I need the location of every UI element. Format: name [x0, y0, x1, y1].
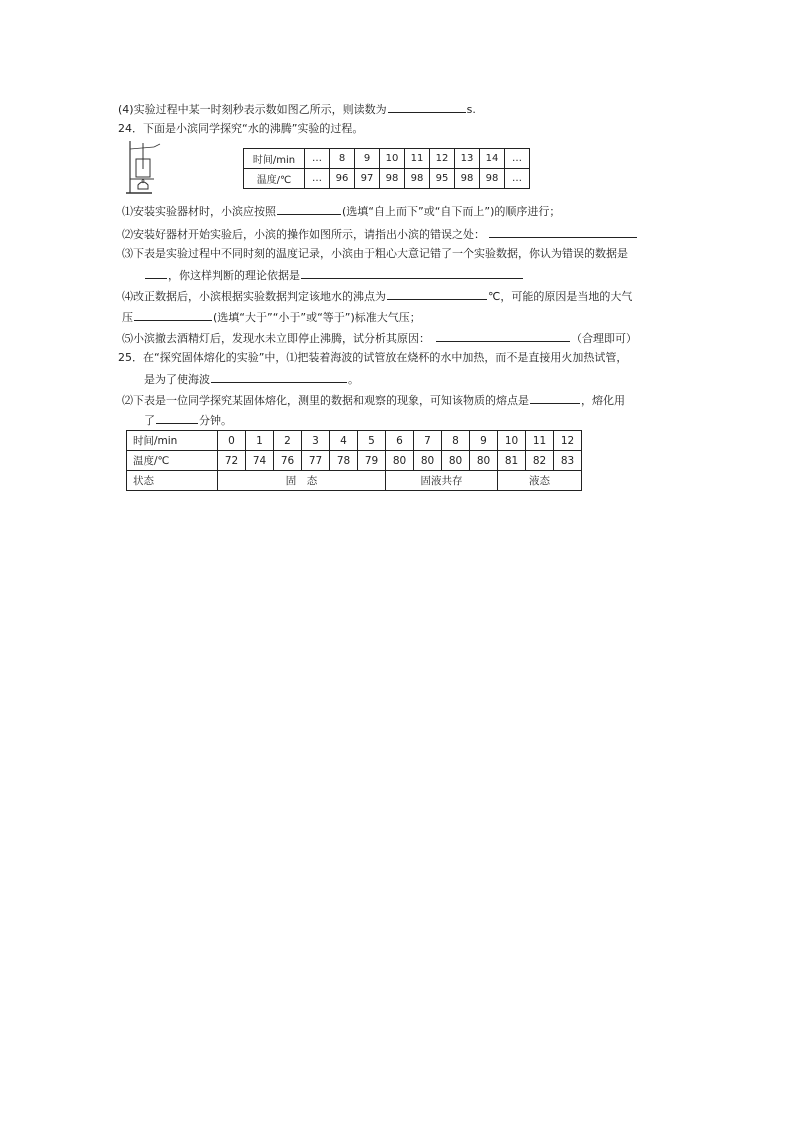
q24-item5	[122, 330, 637, 346]
table-cell: 98	[405, 169, 430, 189]
row-header: 温度/℃	[244, 169, 305, 189]
table-cell: 0	[218, 431, 246, 451]
table-cell: 6	[386, 431, 414, 451]
table-cell: 72	[218, 451, 246, 471]
q24-item4-line1	[122, 288, 632, 304]
table-cell: 80	[414, 451, 442, 471]
q24-item5-note: （合理即可）	[571, 332, 637, 345]
table-cell: …	[505, 149, 530, 169]
table-cell: 1	[246, 431, 274, 451]
q24-item3-line1: ⑶下表是实验过程中不同时刻的温度记录，小滨由于粗心大意记错了一个实验数据，你认为错误的数据是	[122, 247, 628, 260]
table-cell: 80	[386, 451, 414, 471]
q25-item2-text-3: 了	[144, 414, 155, 427]
table-cell: 98	[480, 169, 505, 189]
table-cell: 7	[414, 431, 442, 451]
table-cell: 13	[455, 149, 480, 169]
state-cell-solid: 固 态	[218, 471, 386, 491]
q25-item2-line2	[144, 412, 232, 428]
table-row	[127, 471, 582, 491]
q25-item2-text-2: ，熔化用	[581, 394, 625, 407]
q24-item1	[122, 203, 560, 219]
q24-item3-text: ，你这样判断的理论依据是	[168, 269, 300, 282]
table-cell: 81	[498, 451, 526, 471]
q23-item4-unit: s.	[466, 103, 476, 116]
boiling-data-table	[243, 148, 530, 189]
row-header: 时间/min	[244, 149, 305, 169]
q24-item5-text: ⑸小滨撤去酒精灯后，发现水未立即停止沸腾，试分析其原因：	[122, 332, 430, 345]
table-cell: 83	[554, 451, 582, 471]
table-cell: 10	[498, 431, 526, 451]
table-cell: 2	[274, 431, 302, 451]
q23-item4-text: (4)实验过程中某一时刻秒表示数如图乙所示，则读数为	[118, 103, 387, 116]
table-cell: 12	[554, 431, 582, 451]
q25-item2-line1	[122, 392, 625, 408]
table-row	[127, 451, 582, 471]
table-cell: 12	[430, 149, 455, 169]
answer-blank[interactable]	[436, 330, 570, 342]
table-cell: 8	[330, 149, 355, 169]
table-cell: 98	[380, 169, 405, 189]
table-row	[127, 431, 582, 451]
table-cell: 97	[355, 169, 380, 189]
melting-data-table	[126, 430, 582, 491]
table-cell: 80	[442, 451, 470, 471]
table-cell: 11	[526, 431, 554, 451]
boiling-apparatus-icon	[124, 139, 166, 195]
table-cell: 9	[470, 431, 498, 451]
table-cell: 3	[302, 431, 330, 451]
table-cell: 76	[274, 451, 302, 471]
q24-title: 24．下面是小滨同学探究“水的沸腾”实验的过程。	[118, 122, 364, 135]
table-cell: 5	[358, 431, 386, 451]
table-cell: …	[505, 169, 530, 189]
table-cell: 8	[442, 431, 470, 451]
answer-blank[interactable]	[211, 371, 347, 383]
table-cell: 79	[358, 451, 386, 471]
q25-item2-text-4: 分钟。	[199, 414, 232, 427]
q24-item3-line2	[144, 267, 524, 283]
table-cell: 9	[355, 149, 380, 169]
table-cell: 96	[330, 169, 355, 189]
table-cell: 11	[405, 149, 430, 169]
q24-item4-text: ⑷改正数据后，小滨根据实验数据判定该地水的沸点为	[122, 290, 386, 303]
answer-blank[interactable]	[156, 412, 198, 424]
table-cell: …	[305, 169, 330, 189]
answer-blank[interactable]	[530, 392, 580, 404]
table-cell: 82	[526, 451, 554, 471]
q24-item1-options: (选填“自上而下”或“自下而上”)的顺序进行；	[342, 205, 561, 218]
answer-blank[interactable]	[277, 203, 341, 215]
state-cell-liquid: 液态	[498, 471, 582, 491]
table-cell: 98	[455, 169, 480, 189]
row-header: 时间/min	[127, 431, 218, 451]
answer-blank[interactable]	[387, 288, 487, 300]
row-header: 状态	[127, 471, 218, 491]
answer-blank[interactable]	[134, 309, 212, 321]
row-header: 温度/℃	[127, 451, 218, 471]
q24-item2-text: ⑵安装好器材开始实验后，小滨的操作如图所示，请指出小滨的错误之处：	[122, 228, 485, 241]
table-cell: 4	[330, 431, 358, 451]
table-cell: 95	[430, 169, 455, 189]
table-row	[244, 169, 530, 189]
table-cell: 78	[330, 451, 358, 471]
table-row	[244, 149, 530, 169]
q24-item4-line2	[122, 309, 421, 325]
table-cell: 80	[470, 451, 498, 471]
q24-item4-options: (选填“大于”“小于”或“等于”)标准大气压；	[213, 311, 421, 324]
q24-item4-text-2: ℃，可能的原因是当地的大气	[488, 290, 633, 303]
state-cell-mixed: 固液共存	[386, 471, 498, 491]
q25-line2	[144, 371, 359, 387]
table-cell: 77	[302, 451, 330, 471]
q24-item1-text: ⑴安装实验器材时，小滨应按照	[122, 205, 276, 218]
q25-item2-text: ⑵下表是一位同学探究某固体熔化，测里的数据和观察的现象，可知该物质的熔点是	[122, 394, 529, 407]
table-cell: 74	[246, 451, 274, 471]
table-cell: …	[305, 149, 330, 169]
q25-line2-end: 。	[348, 373, 359, 386]
q24-item4-text-3: 压	[122, 311, 133, 324]
answer-blank[interactable]	[489, 226, 637, 238]
q24-item2	[122, 226, 638, 242]
q23-item4	[118, 101, 476, 117]
table-cell: 14	[480, 149, 505, 169]
answer-blank[interactable]	[301, 267, 523, 279]
answer-blank[interactable]	[145, 267, 167, 279]
answer-blank[interactable]	[388, 101, 466, 113]
q25-line2-text: 是为了使海波	[144, 373, 210, 386]
table-cell: 10	[380, 149, 405, 169]
q25-line1: 25．在“探究固体熔化的实验”中，⑴把装着海波的试管放在烧杯的水中加热，而不是直接用火加热试管，	[118, 351, 628, 364]
